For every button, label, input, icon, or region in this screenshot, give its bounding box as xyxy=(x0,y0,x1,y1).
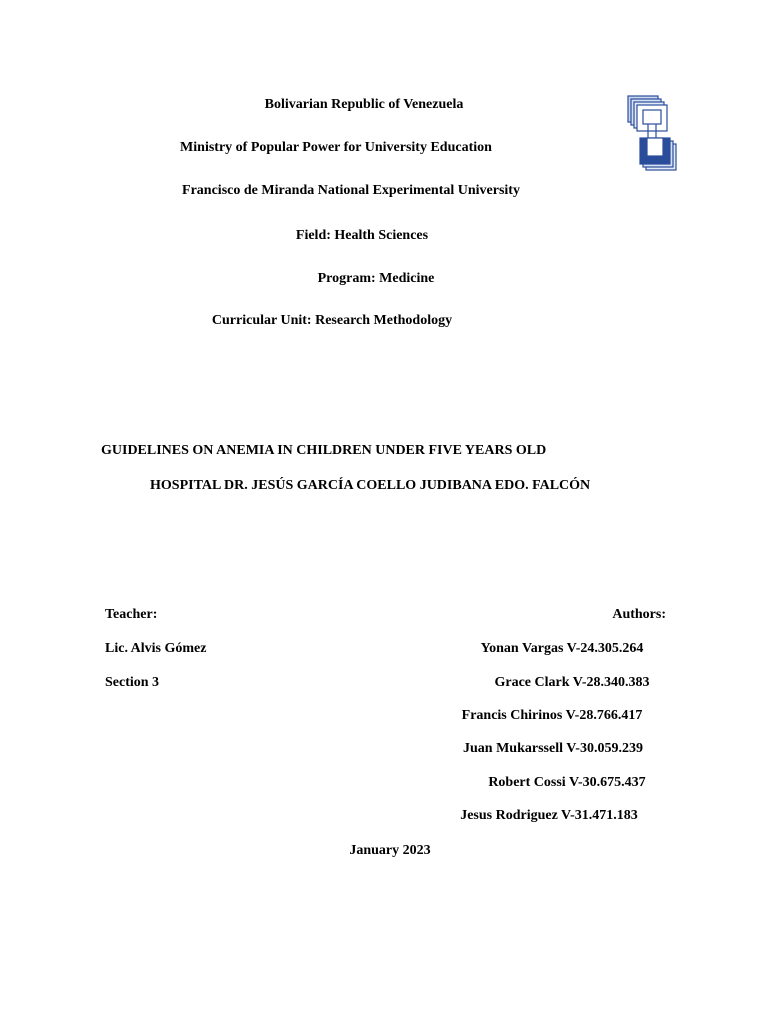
program-line: Program: Medicine xyxy=(317,271,435,286)
author-item: Grace Clark V-28.340.383 xyxy=(494,675,650,690)
author-item: Jesus Rodriguez V-31.471.183 xyxy=(460,808,638,823)
university-logo-icon xyxy=(624,92,682,174)
authors-label: Authors: xyxy=(612,607,666,622)
document-date: January 2023 xyxy=(349,843,431,858)
author-item: Francis Chirinos V-28.766.417 xyxy=(461,708,643,723)
document-subtitle: HOSPITAL DR. JESÚS GARCÍA COELLO JUDIBANA EDO. FALCÓN xyxy=(150,478,591,493)
country-line: Bolivarian Republic of Venezuela xyxy=(264,97,464,112)
curricular-unit-line: Curricular Unit: Research Methodology xyxy=(211,313,453,328)
teacher-label: Teacher: xyxy=(105,607,158,622)
university-line: Francisco de Miranda National Experimental University xyxy=(182,183,520,198)
ministry-line: Ministry of Popular Power for University Education xyxy=(180,140,492,155)
author-item: Juan Mukarssell V-30.059.239 xyxy=(463,741,643,756)
author-item: Robert Cossi V-30.675.437 xyxy=(488,775,646,790)
field-line: Field: Health Sciences xyxy=(295,228,429,243)
document-title: GUIDELINES ON ANEMIA IN CHILDREN UNDER FIVE YEARS OLD xyxy=(101,443,547,458)
author-item: Yonan Vargas V-24.305.264 xyxy=(480,641,644,656)
section-label: Section 3 xyxy=(105,675,160,690)
teacher-name: Lic. Alvis Gómez xyxy=(105,641,207,656)
